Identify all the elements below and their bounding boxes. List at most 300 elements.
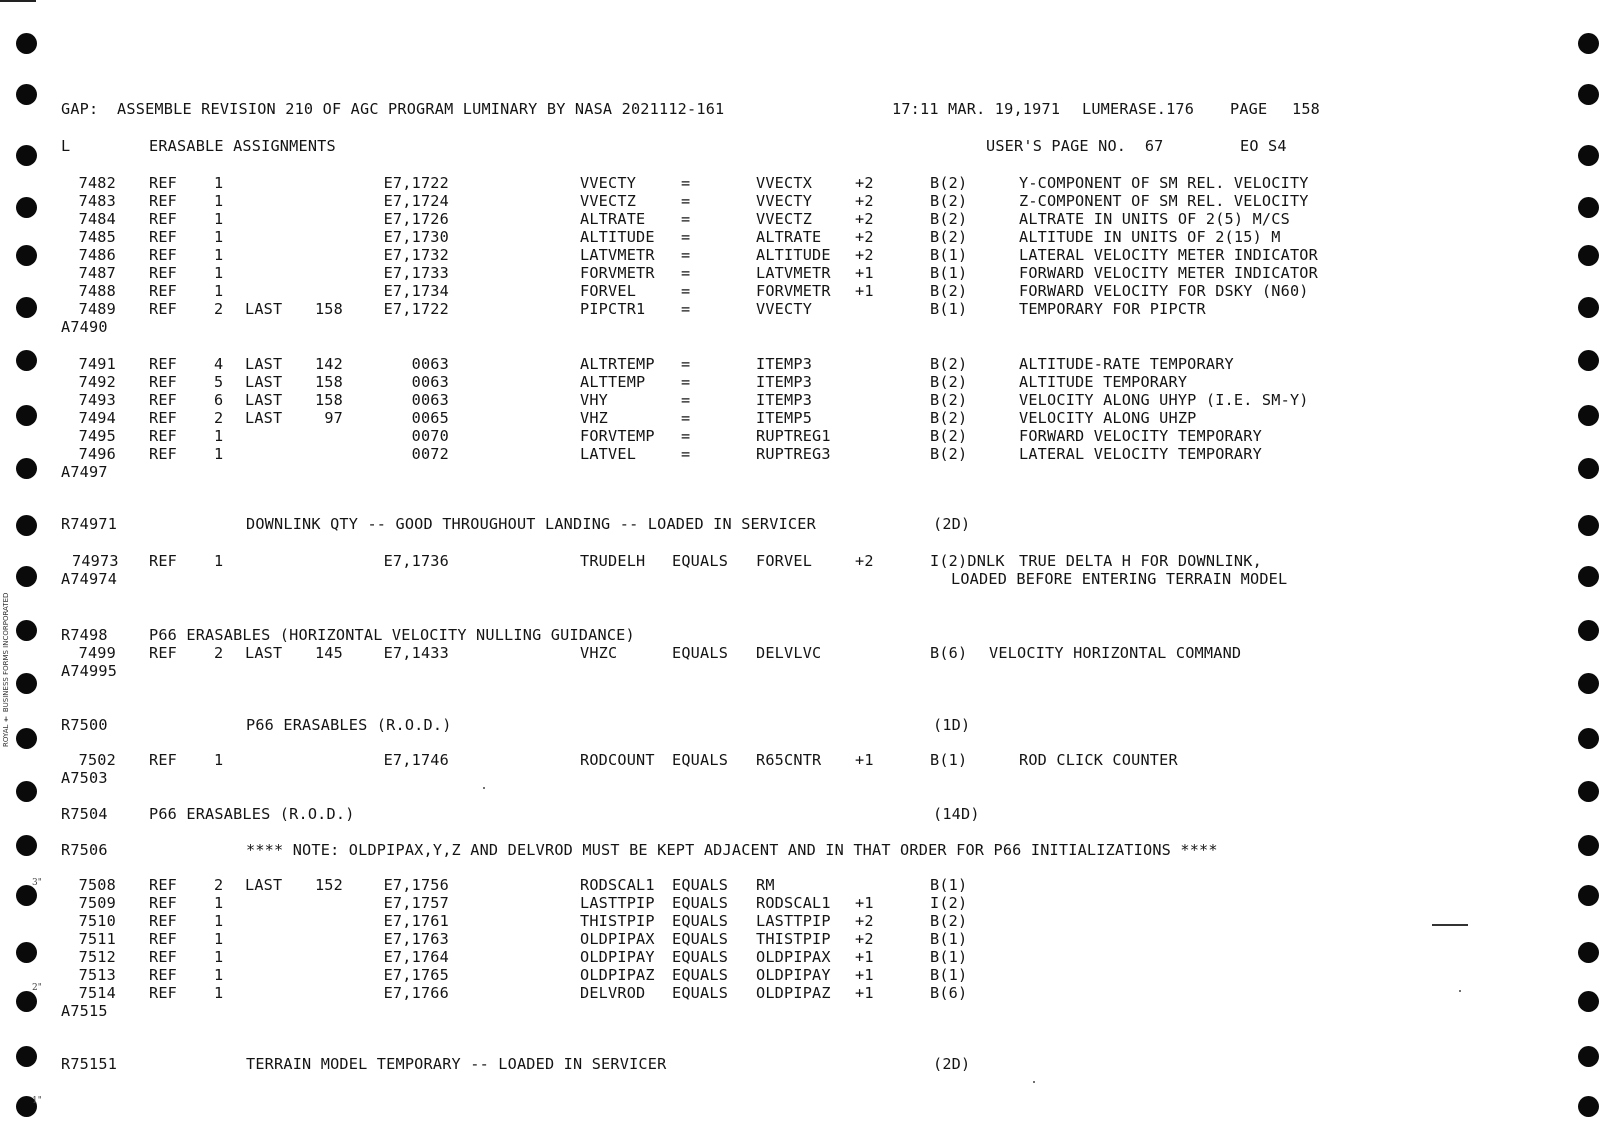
row-ref: REF (149, 409, 178, 427)
row-op: = (681, 192, 691, 210)
row-comment: VELOCITY ALONG UHYP (I.E. SM-Y) (1019, 391, 1309, 409)
row-last: LAST (245, 373, 283, 391)
row-size: (1D) (933, 716, 971, 734)
row-comment: Y-COMPONENT OF SM REL. VELOCITY (1019, 174, 1309, 192)
tractor-hole (1578, 145, 1599, 166)
tractor-hole (1578, 728, 1599, 749)
row-sym: ALTITUDE (580, 228, 655, 246)
tractor-hole (16, 566, 37, 587)
row-off: +2 (855, 228, 874, 246)
tractor-hole (16, 835, 37, 856)
row-seq: 7482 (78, 174, 116, 192)
row-comment: VELOCITY ALONG UHZP (1019, 409, 1197, 427)
row-ref: REF (149, 751, 178, 769)
row-target: OLDPIPAX (756, 948, 831, 966)
row-addr: 0063 (411, 391, 449, 409)
tractor-hole (1578, 942, 1599, 963)
row-lastpg: 97 (324, 409, 343, 427)
tractor-hole (1578, 566, 1599, 587)
row-comment: ALTITUDE IN UNITS OF 2(15) M (1019, 228, 1281, 246)
row-sym: TRUDELH (580, 552, 646, 570)
row-label: A74995 (61, 662, 118, 680)
row-addr: E7,1756 (383, 876, 449, 894)
row-addr: E7,1746 (383, 751, 449, 769)
row-target: FORVMETR (756, 282, 831, 300)
tractor-hole (1578, 197, 1599, 218)
row-op: = (681, 228, 691, 246)
row-target: FORVEL (756, 552, 813, 570)
row-label: A7497 (61, 463, 108, 481)
row-seq: 7489 (78, 300, 116, 318)
row-seq: 7484 (78, 210, 116, 228)
row-target: ITEMP3 (756, 355, 813, 373)
row-last: LAST (245, 391, 283, 409)
row-addr: E7,1763 (383, 930, 449, 948)
tractor-hole (16, 991, 37, 1012)
row-ref: REF (149, 282, 178, 300)
header-title: GAP: ASSEMBLE REVISION 210 OF AGC PROGRAM LUMINARY BY NASA 2021112-161 (61, 100, 725, 118)
tractor-hole (16, 781, 37, 802)
row-addr: E7,1766 (383, 984, 449, 1002)
row-size: (2D) (933, 1055, 971, 1073)
tractor-hole (1578, 84, 1599, 105)
row-type: B(1) (930, 948, 968, 966)
header-timestamp: 17:11 MAR. 19,1971 (892, 100, 1061, 118)
row-addr: E7,1764 (383, 948, 449, 966)
tractor-hole (16, 942, 37, 963)
row-label: R74971 (61, 515, 118, 533)
row-type: B(2) (930, 409, 968, 427)
row-lastpg: 158 (314, 373, 343, 391)
row-addr: E7,1433 (383, 644, 449, 662)
stray-dash (1432, 924, 1468, 926)
row-addr: E7,1733 (383, 264, 449, 282)
row-ref: REF (149, 174, 178, 192)
row-off: +2 (855, 192, 874, 210)
tractor-hole (1578, 350, 1599, 371)
row-ref: REF (149, 894, 178, 912)
row-target: RUPTREG3 (756, 445, 831, 463)
row-comment: TEMPORARY FOR PIPCTR (1019, 300, 1206, 318)
row-off: +2 (855, 912, 874, 930)
row-addr: E7,1757 (383, 894, 449, 912)
tractor-hole (1578, 405, 1599, 426)
row-sym: FORVEL (580, 282, 637, 300)
row-ref: REF (149, 644, 178, 662)
header-page-label: PAGE (1230, 100, 1268, 118)
tractor-hole (1578, 515, 1599, 536)
row-target: LATVMETR (756, 264, 831, 282)
row-addr: E7,1730 (383, 228, 449, 246)
row-off: +2 (855, 930, 874, 948)
tractor-hole (1578, 458, 1599, 479)
row-type: B(1) (930, 876, 968, 894)
row-last: LAST (245, 876, 283, 894)
row-op: EQUALS (672, 966, 729, 984)
row-op: = (681, 282, 691, 300)
row-sym: RODSCAL1 (580, 876, 655, 894)
row-sym: RODCOUNT (580, 751, 655, 769)
tractor-hole (16, 350, 37, 371)
row-ref: REF (149, 391, 178, 409)
row-seq: 7494 (78, 409, 116, 427)
row-count: 1 (214, 894, 224, 912)
row-last: LAST (245, 409, 283, 427)
row-addr: 0063 (411, 373, 449, 391)
row-sym: FORVTEMP (580, 427, 655, 445)
row-op: EQUALS (672, 644, 729, 662)
row-type: B(2) (930, 210, 968, 228)
row-ref: REF (149, 228, 178, 246)
row-op: EQUALS (672, 894, 729, 912)
row-count: 1 (214, 751, 224, 769)
tractor-hole (1578, 885, 1599, 906)
row-off: +1 (855, 984, 874, 1002)
row-type: B(1) (930, 264, 968, 282)
row-target: ITEMP5 (756, 409, 813, 427)
row-seq: 7493 (78, 391, 116, 409)
row-lastpg: 145 (314, 644, 343, 662)
row-comment: LATERAL VELOCITY METER INDICATOR (1019, 246, 1318, 264)
row-op: = (681, 264, 691, 282)
row-sym: ALTRATE (580, 210, 646, 228)
tractor-hole (16, 245, 37, 266)
row-target: VVECTY (756, 192, 813, 210)
row-comment: ALTITUDE-RATE TEMPORARY (1019, 355, 1234, 373)
tractor-hole (1578, 781, 1599, 802)
row-count: 1 (214, 930, 224, 948)
row-op: EQUALS (672, 930, 729, 948)
row-lastpg: 158 (314, 391, 343, 409)
row-sym: THISTPIP (580, 912, 655, 930)
row-remark: **** NOTE: OLDPIPAX,Y,Z AND DELVROD MUST BE KEPT ADJACENT AND IN THAT ORDER FOR P66 INITIALIZATIONS **** (246, 841, 1218, 859)
row-sym: OLDPIPAZ (580, 966, 655, 984)
row-seq: 7491 (78, 355, 116, 373)
row-type: B(2) (930, 445, 968, 463)
row-type: B(1) (930, 246, 968, 264)
header-file: LUMERASE.176 (1082, 100, 1195, 118)
row-ref: REF (149, 246, 178, 264)
margin-imprint: ROYAL ✝ BUSINESS FORMS INCORPORATED (2, 592, 10, 747)
row-count: 1 (214, 552, 224, 570)
tractor-hole (1578, 835, 1599, 856)
row-count: 1 (214, 966, 224, 984)
row-seq: 7510 (78, 912, 116, 930)
row-count: 1 (214, 282, 224, 300)
row-size: (2D) (933, 515, 971, 533)
row-count: 1 (214, 912, 224, 930)
row-seq: 7512 (78, 948, 116, 966)
row-seq: 7502 (78, 751, 116, 769)
row-op: = (681, 373, 691, 391)
row-target: VVECTZ (756, 210, 813, 228)
row-ref: REF (149, 192, 178, 210)
row-count: 1 (214, 264, 224, 282)
row-target: LASTTPIP (756, 912, 831, 930)
subheader-users-page: USER'S PAGE NO. 67 (986, 137, 1164, 155)
row-label: A7490 (61, 318, 108, 336)
row-sym: LASTTPIP (580, 894, 655, 912)
row-type: B(6) (930, 984, 968, 1002)
row-addr: E7,1724 (383, 192, 449, 210)
row-seq: 74973 (72, 552, 119, 570)
row-comment: TRUE DELTA H FOR DOWNLINK, (1019, 552, 1262, 570)
row-target: THISTPIP (756, 930, 831, 948)
row-type: B(2) (930, 912, 968, 930)
row-seq: 7486 (78, 246, 116, 264)
row-type: B(6) (930, 644, 968, 662)
row-addr: 0072 (411, 445, 449, 463)
tractor-hole (1578, 1096, 1599, 1117)
row-addr: E7,1765 (383, 966, 449, 984)
row-target: OLDPIPAZ (756, 984, 831, 1002)
row-comment: FORWARD VELOCITY TEMPORARY (1019, 427, 1262, 445)
row-sym: VHZ (580, 409, 609, 427)
row-ref: REF (149, 984, 178, 1002)
row-addr: E7,1726 (383, 210, 449, 228)
row-ref: REF (149, 300, 178, 318)
row-sym: VVECTY (580, 174, 637, 192)
row-type: B(1) (930, 966, 968, 984)
row-target: ITEMP3 (756, 391, 813, 409)
row-sym: DELVROD (580, 984, 646, 1002)
tractor-hole (16, 1046, 37, 1067)
row-count: 1 (214, 210, 224, 228)
row-sym: FORVMETR (580, 264, 655, 282)
row-comment: ALTRATE IN UNITS OF 2(5) M/CS (1019, 210, 1290, 228)
row-seq: 7511 (78, 930, 116, 948)
row-addr: E7,1732 (383, 246, 449, 264)
tractor-hole (16, 297, 37, 318)
row-off: +1 (855, 751, 874, 769)
row-seq: 7509 (78, 894, 116, 912)
row-count: 1 (214, 984, 224, 1002)
row-addr: E7,1722 (383, 300, 449, 318)
row-sym: ALTTEMP (580, 373, 646, 391)
row-sym: PIPCTR1 (580, 300, 646, 318)
tractor-hole (16, 885, 37, 906)
row-remark: P66 ERASABLES (R.O.D.) (149, 805, 355, 823)
margin-mark-3in: 3" (32, 878, 42, 888)
row-type: B(2) (930, 192, 968, 210)
row-ref: REF (149, 912, 178, 930)
row-remark: P66 ERASABLES (HORIZONTAL VELOCITY NULLING GUIDANCE) (149, 626, 635, 644)
tractor-hole (1578, 1046, 1599, 1067)
row-seq: 7513 (78, 966, 116, 984)
row-op: = (681, 427, 691, 445)
row-comment: FORWARD VELOCITY FOR DSKY (N60) (1019, 282, 1309, 300)
row-addr: E7,1736 (383, 552, 449, 570)
row-off: +1 (855, 894, 874, 912)
row-remark: TERRAIN MODEL TEMPORARY -- LOADED IN SERVICER (246, 1055, 667, 1073)
tractor-hole (16, 728, 37, 749)
row-last: LAST (245, 355, 283, 373)
row-sym: LATVEL (580, 445, 637, 463)
row-op: = (681, 445, 691, 463)
row-label: R7504 (61, 805, 108, 823)
row-op: = (681, 391, 691, 409)
row-addr: E7,1734 (383, 282, 449, 300)
row-count: 5 (214, 373, 224, 391)
row-target: ITEMP3 (756, 373, 813, 391)
row-op: = (681, 246, 691, 264)
row-addr: 0070 (411, 427, 449, 445)
row-ref: REF (149, 210, 178, 228)
row-size: (14D) (933, 805, 980, 823)
row-count: 4 (214, 355, 224, 373)
row-count: 1 (214, 246, 224, 264)
row-type: B(1) (930, 930, 968, 948)
row-type: B(2) (930, 373, 968, 391)
row-label: R7500 (61, 716, 108, 734)
row-ref: REF (149, 948, 178, 966)
page-subheader (0, 137, 1287, 155)
header-page-number: 158 (1292, 100, 1321, 118)
row-label: A7515 (61, 1002, 108, 1020)
row-sym: VHZC (580, 644, 618, 662)
margin-mark-1in: 1" (32, 1096, 42, 1106)
row-seq: 7495 (78, 427, 116, 445)
row-target: RM (756, 876, 775, 894)
row-ref: REF (149, 264, 178, 282)
row-remark: P66 ERASABLES (R.O.D.) (246, 716, 452, 734)
tractor-hole (1578, 673, 1599, 694)
row-op: = (681, 210, 691, 228)
row-label: R7506 (61, 841, 108, 859)
row-type: B(2) (930, 282, 968, 300)
row-type: B(2) (930, 355, 968, 373)
row-op: = (681, 300, 691, 318)
row-sym: VHY (580, 391, 609, 409)
row-count: 1 (214, 174, 224, 192)
row-lastpg: 158 (314, 300, 343, 318)
row-type: I(2) (930, 894, 968, 912)
row-target: OLDPIPAY (756, 966, 831, 984)
row-label: R7498 (61, 626, 108, 644)
row-addr: 0063 (411, 355, 449, 373)
row-seq: 7496 (78, 445, 116, 463)
row-op: EQUALS (672, 751, 729, 769)
row-lastpg: 152 (314, 876, 343, 894)
row-op: EQUALS (672, 948, 729, 966)
tractor-hole (1578, 297, 1599, 318)
row-type: I(2)DNLK (930, 552, 1005, 570)
row-count: 2 (214, 300, 224, 318)
row-seq: 7485 (78, 228, 116, 246)
row-ref: REF (149, 427, 178, 445)
row-target: VVECTX (756, 174, 813, 192)
row-off: +1 (855, 966, 874, 984)
row-seq: 7514 (78, 984, 116, 1002)
row-op: = (681, 355, 691, 373)
row-ref: REF (149, 966, 178, 984)
row-sym: OLDPIPAY (580, 948, 655, 966)
row-op: EQUALS (672, 876, 729, 894)
row-op: EQUALS (672, 912, 729, 930)
row-comment: VELOCITY HORIZONTAL COMMAND (989, 644, 1242, 662)
row-comment: ALTITUDE TEMPORARY (1019, 373, 1188, 391)
row-sym: VVECTZ (580, 192, 637, 210)
row-comment: FORWARD VELOCITY METER INDICATOR (1019, 264, 1318, 282)
row-seq: 7499 (78, 644, 116, 662)
row-sym: LATVMETR (580, 246, 655, 264)
row-type: B(2) (930, 228, 968, 246)
row-last: LAST (245, 644, 283, 662)
tractor-hole (1578, 620, 1599, 641)
row-comment: ROD CLICK COUNTER (1019, 751, 1178, 769)
row-op: = (681, 409, 691, 427)
subheader-section: ERASABLE ASSIGNMENTS (149, 137, 336, 155)
page-header (0, 100, 1321, 118)
row-ref: REF (149, 445, 178, 463)
tractor-hole (16, 405, 37, 426)
tractor-hole (16, 673, 37, 694)
row-count: 1 (214, 445, 224, 463)
tractor-hole (16, 515, 37, 536)
row-count: 1 (214, 228, 224, 246)
row-target: VVECTY (756, 300, 813, 318)
row-seq: 7488 (78, 282, 116, 300)
speck (1033, 1081, 1035, 1083)
row-comment: LATERAL VELOCITY TEMPORARY (1019, 445, 1262, 463)
row-comment: LOADED BEFORE ENTERING TERRAIN MODEL (951, 570, 1288, 588)
row-type: B(2) (930, 174, 968, 192)
tractor-hole (16, 458, 37, 479)
row-off: +2 (855, 174, 874, 192)
speck (1459, 990, 1461, 992)
margin-mark-2in: 2" (32, 983, 42, 993)
tear-mark (0, 0, 36, 5)
row-count: 2 (214, 644, 224, 662)
row-addr: 0065 (411, 409, 449, 427)
row-seq: 7508 (78, 876, 116, 894)
row-ref: REF (149, 930, 178, 948)
row-label: A74974 (61, 570, 118, 588)
row-off: +2 (855, 552, 874, 570)
row-target: RUPTREG1 (756, 427, 831, 445)
speck (483, 787, 485, 789)
row-ref: REF (149, 876, 178, 894)
row-ref: REF (149, 552, 178, 570)
row-type: B(2) (930, 427, 968, 445)
row-target: ALTITUDE (756, 246, 831, 264)
row-sym: OLDPIPAX (580, 930, 655, 948)
subheader-eo: EO S4 (1240, 137, 1287, 155)
row-off: +2 (855, 246, 874, 264)
row-seq: 7492 (78, 373, 116, 391)
row-ref: REF (149, 355, 178, 373)
row-count: 1 (214, 948, 224, 966)
tractor-hole (1578, 33, 1599, 54)
subheader-tag: L (61, 137, 71, 155)
row-type: B(1) (930, 751, 968, 769)
row-off: +2 (855, 210, 874, 228)
row-count: 1 (214, 192, 224, 210)
tractor-hole (16, 33, 37, 54)
row-remark: DOWNLINK QTY -- GOOD THROUGHOUT LANDING -- LOADED IN SERVICER (246, 515, 816, 533)
tractor-hole (1578, 991, 1599, 1012)
row-off: +1 (855, 282, 874, 300)
row-op: EQUALS (672, 552, 729, 570)
row-op: = (681, 174, 691, 192)
row-off: +1 (855, 264, 874, 282)
row-seq: 7487 (78, 264, 116, 282)
tractor-hole (16, 620, 37, 641)
row-addr: E7,1722 (383, 174, 449, 192)
row-target: RODSCAL1 (756, 894, 831, 912)
row-addr: E7,1761 (383, 912, 449, 930)
row-target: R65CNTR (756, 751, 822, 769)
